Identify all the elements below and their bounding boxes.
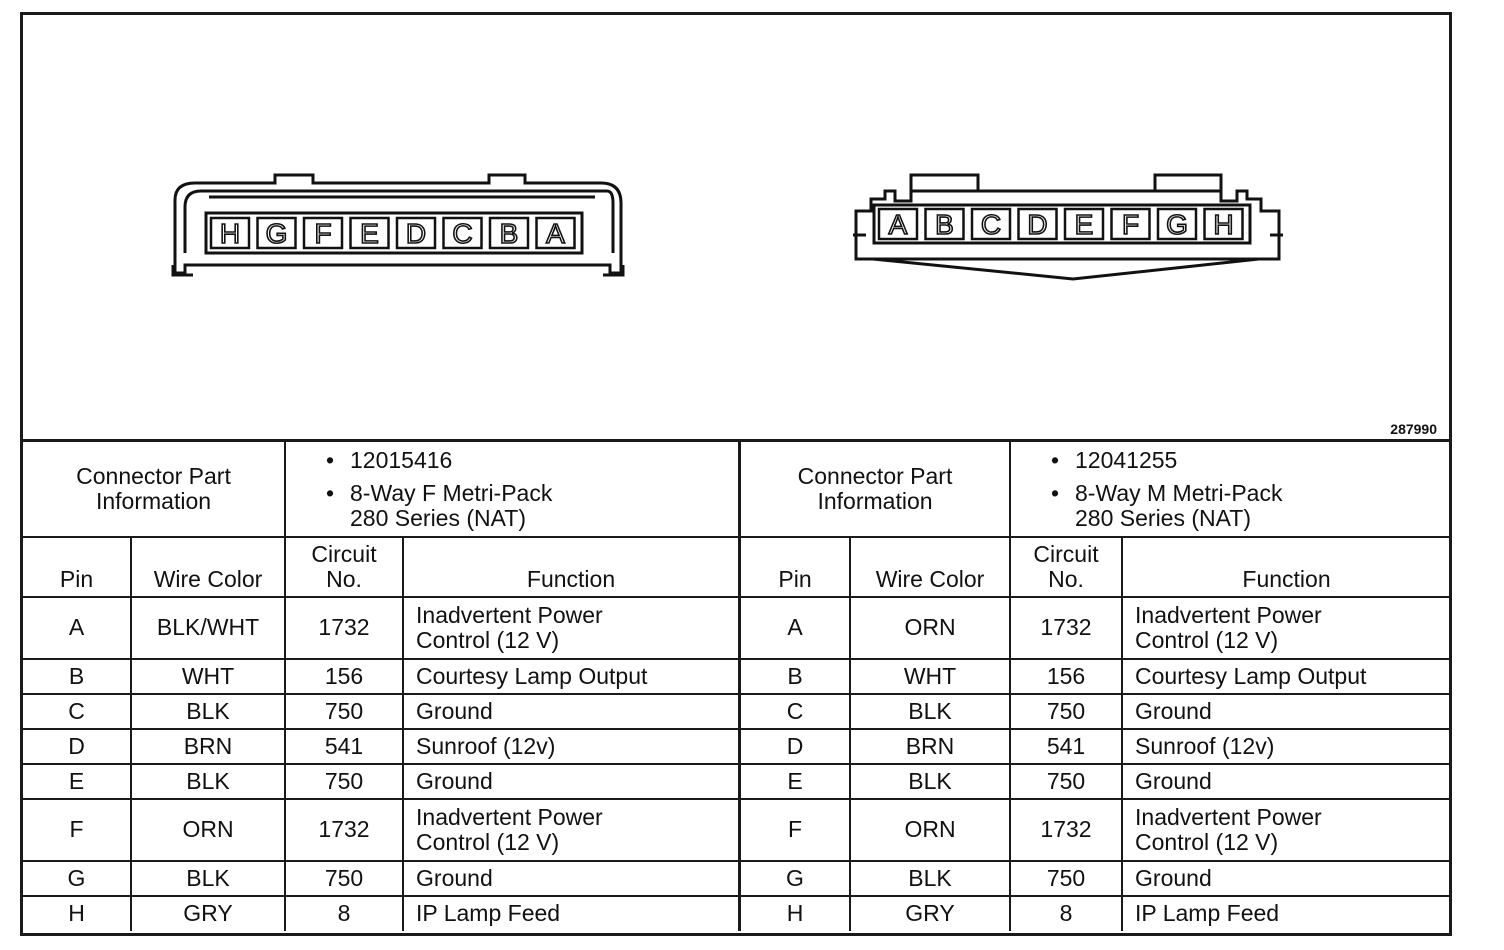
function-cell: Inadvertent Power Control (12 V) — [1122, 799, 1450, 861]
connector-male-pins — [879, 209, 1243, 240]
pin-cell: E — [740, 764, 850, 799]
pin-cavity — [351, 218, 389, 249]
pin-cell: F — [23, 799, 131, 861]
function-cell: Ground — [403, 764, 739, 799]
connector-info: • 12015416 • 8-Way F Metri-Pack 280 Series (NAT) — [285, 441, 739, 537]
diagram-frame — [20, 12, 1452, 936]
pin-cavity — [304, 218, 342, 249]
part-number: 12015416 — [350, 447, 453, 473]
table-row — [23, 597, 739, 659]
function-cell: Ground — [403, 694, 739, 729]
pin-label: F — [1121, 209, 1140, 240]
connector-male-pin-window — [874, 205, 1250, 243]
connector-female-pins — [211, 218, 575, 249]
table-row — [740, 729, 1450, 764]
pin-cell: A — [740, 597, 850, 659]
pin-cell: A — [23, 597, 131, 659]
pin-cell: F — [740, 799, 850, 861]
pin-cell: B — [23, 659, 131, 694]
circuit-cell: 1732 — [1010, 597, 1122, 659]
connector-illustrations — [23, 15, 1449, 439]
header-function: Function — [1122, 537, 1450, 597]
pin-cavity — [1019, 209, 1057, 240]
info-row — [23, 441, 739, 537]
wire-color-cell: BRN — [850, 729, 1010, 764]
connector-info-label: Connector Part Information — [740, 441, 1010, 537]
wire-color-cell: BLK — [131, 861, 285, 896]
wire-color-cell: BLK/WHT — [131, 597, 285, 659]
pin-cavity — [211, 218, 249, 249]
pin-label: C — [452, 218, 473, 249]
pin-cavity — [537, 218, 575, 249]
pin-label: G — [265, 218, 288, 249]
wire-color-cell: BLK — [131, 764, 285, 799]
figure-id: 287990 — [1390, 421, 1437, 437]
pin-cavity — [444, 218, 482, 249]
function-cell: Courtesy Lamp Output — [403, 659, 739, 694]
table-row — [740, 799, 1450, 861]
circuit-cell: 1732 — [1010, 799, 1122, 861]
circuit-cell: 750 — [1010, 861, 1122, 896]
pin-cell: H — [740, 896, 850, 931]
circuit-cell: 541 — [1010, 729, 1122, 764]
table-row — [740, 597, 1450, 659]
circuit-cell: 750 — [285, 861, 403, 896]
pin-cell: G — [740, 861, 850, 896]
function-cell: Sunroof (12v) — [1122, 729, 1450, 764]
header-wire-color: Wire Color — [850, 537, 1010, 597]
wire-color-cell: BLK — [850, 694, 1010, 729]
pin-label: H — [219, 218, 241, 249]
connector-series: 280 Series (NAT) — [1075, 505, 1251, 531]
header-row — [23, 537, 739, 597]
pin-cavity — [397, 218, 435, 249]
circuit-cell: 750 — [285, 694, 403, 729]
part-number: 12041255 — [1075, 447, 1178, 473]
connector-type: 8-Way F Metri-Pack — [350, 480, 553, 506]
circuit-cell: 8 — [285, 896, 403, 931]
wire-color-cell: ORN — [850, 597, 1010, 659]
pin-cavity — [972, 209, 1010, 240]
function-cell: IP Lamp Feed — [403, 896, 739, 931]
function-cell: Inadvertent Power Control (12 V) — [403, 799, 739, 861]
wire-color-cell: ORN — [131, 799, 285, 861]
function-cell: Inadvertent Power Control (12 V) — [403, 597, 739, 659]
header-wire-color: Wire Color — [131, 537, 285, 597]
wire-color-cell: ORN — [850, 799, 1010, 861]
function-cell: Ground — [1122, 764, 1450, 799]
function-cell: Courtesy Lamp Output — [1122, 659, 1450, 694]
table-row — [23, 896, 739, 931]
wire-color-cell: WHT — [131, 659, 285, 694]
wire-color-cell: BRN — [131, 729, 285, 764]
circuit-cell: 156 — [285, 659, 403, 694]
table-row — [23, 729, 739, 764]
connector-info: • 12041255 • 8-Way M Metri-Pack 280 Series (NAT) — [1010, 441, 1450, 537]
pin-label: D — [405, 218, 427, 249]
table-row — [23, 694, 739, 729]
table-row — [740, 896, 1450, 931]
pin-label: B — [935, 209, 954, 240]
header-row — [740, 537, 1450, 597]
table-row — [23, 764, 739, 799]
pin-label: A — [888, 209, 908, 240]
pin-cavity — [1112, 209, 1150, 240]
function-cell: Ground — [1122, 694, 1450, 729]
info-row — [740, 441, 1450, 537]
table-row — [740, 861, 1450, 896]
wire-color-cell: BLK — [850, 861, 1010, 896]
wire-color-cell: BLK — [850, 764, 1010, 799]
connector-male — [853, 175, 1283, 279]
circuit-cell: 541 — [285, 729, 403, 764]
function-cell: Ground — [1122, 861, 1450, 896]
pin-cavity — [1065, 209, 1103, 240]
pin-cell: E — [23, 764, 131, 799]
pin-cell: H — [23, 896, 131, 931]
circuit-cell: 750 — [1010, 764, 1122, 799]
function-cell: Sunroof (12v) — [403, 729, 739, 764]
pin-label: E — [360, 218, 379, 249]
table-row — [740, 659, 1450, 694]
wire-color-cell: GRY — [131, 896, 285, 931]
wire-color-cell: WHT — [850, 659, 1010, 694]
pin-label: F — [314, 218, 332, 249]
wire-color-cell: BLK — [131, 694, 285, 729]
table-row — [740, 764, 1450, 799]
pin-label: G — [1166, 209, 1188, 240]
pin-label: C — [980, 209, 1002, 240]
circuit-cell: 1732 — [285, 597, 403, 659]
pin-cavity — [490, 218, 528, 249]
header-function: Function — [403, 537, 739, 597]
connector-info-label: Connector Part Information — [23, 441, 285, 537]
connector-female — [173, 175, 623, 275]
circuit-cell: 8 — [1010, 896, 1122, 931]
header-circuit: Circuit No. — [285, 537, 403, 597]
pinout-table-right — [739, 439, 1450, 931]
pin-cell: C — [740, 694, 850, 729]
circuit-cell: 156 — [1010, 659, 1122, 694]
pin-label: H — [1213, 209, 1234, 240]
pin-cavity — [879, 209, 917, 240]
pin-label: E — [1074, 209, 1094, 240]
pin-cavity — [1205, 209, 1243, 240]
table-row — [23, 861, 739, 896]
pin-cell: D — [740, 729, 850, 764]
pinout-table-left — [23, 439, 740, 931]
connector-type: 8-Way M Metri-Pack — [1075, 480, 1283, 506]
pin-cavity — [1158, 209, 1196, 240]
pin-cavity — [258, 218, 296, 249]
function-cell: IP Lamp Feed — [1122, 896, 1450, 931]
header-pin: Pin — [740, 537, 850, 597]
header-circuit: Circuit No. — [1010, 537, 1122, 597]
connector-series: 280 Series (NAT) — [350, 505, 526, 531]
pin-label: A — [546, 218, 565, 249]
pin-cavity — [926, 209, 964, 240]
pin-label: B — [499, 218, 519, 249]
pin-cell: D — [23, 729, 131, 764]
pin-cell: B — [740, 659, 850, 694]
function-cell: Inadvertent Power Control (12 V) — [1122, 597, 1450, 659]
table-row — [740, 694, 1450, 729]
circuit-cell: 750 — [285, 764, 403, 799]
header-pin: Pin — [23, 537, 131, 597]
pin-cell: G — [23, 861, 131, 896]
circuit-cell: 1732 — [285, 799, 403, 861]
pin-cell: C — [23, 694, 131, 729]
table-row — [23, 799, 739, 861]
table-row — [23, 659, 739, 694]
pin-label: D — [1027, 209, 1048, 240]
circuit-cell: 750 — [1010, 694, 1122, 729]
wire-color-cell: GRY — [850, 896, 1010, 931]
function-cell: Ground — [403, 861, 739, 896]
